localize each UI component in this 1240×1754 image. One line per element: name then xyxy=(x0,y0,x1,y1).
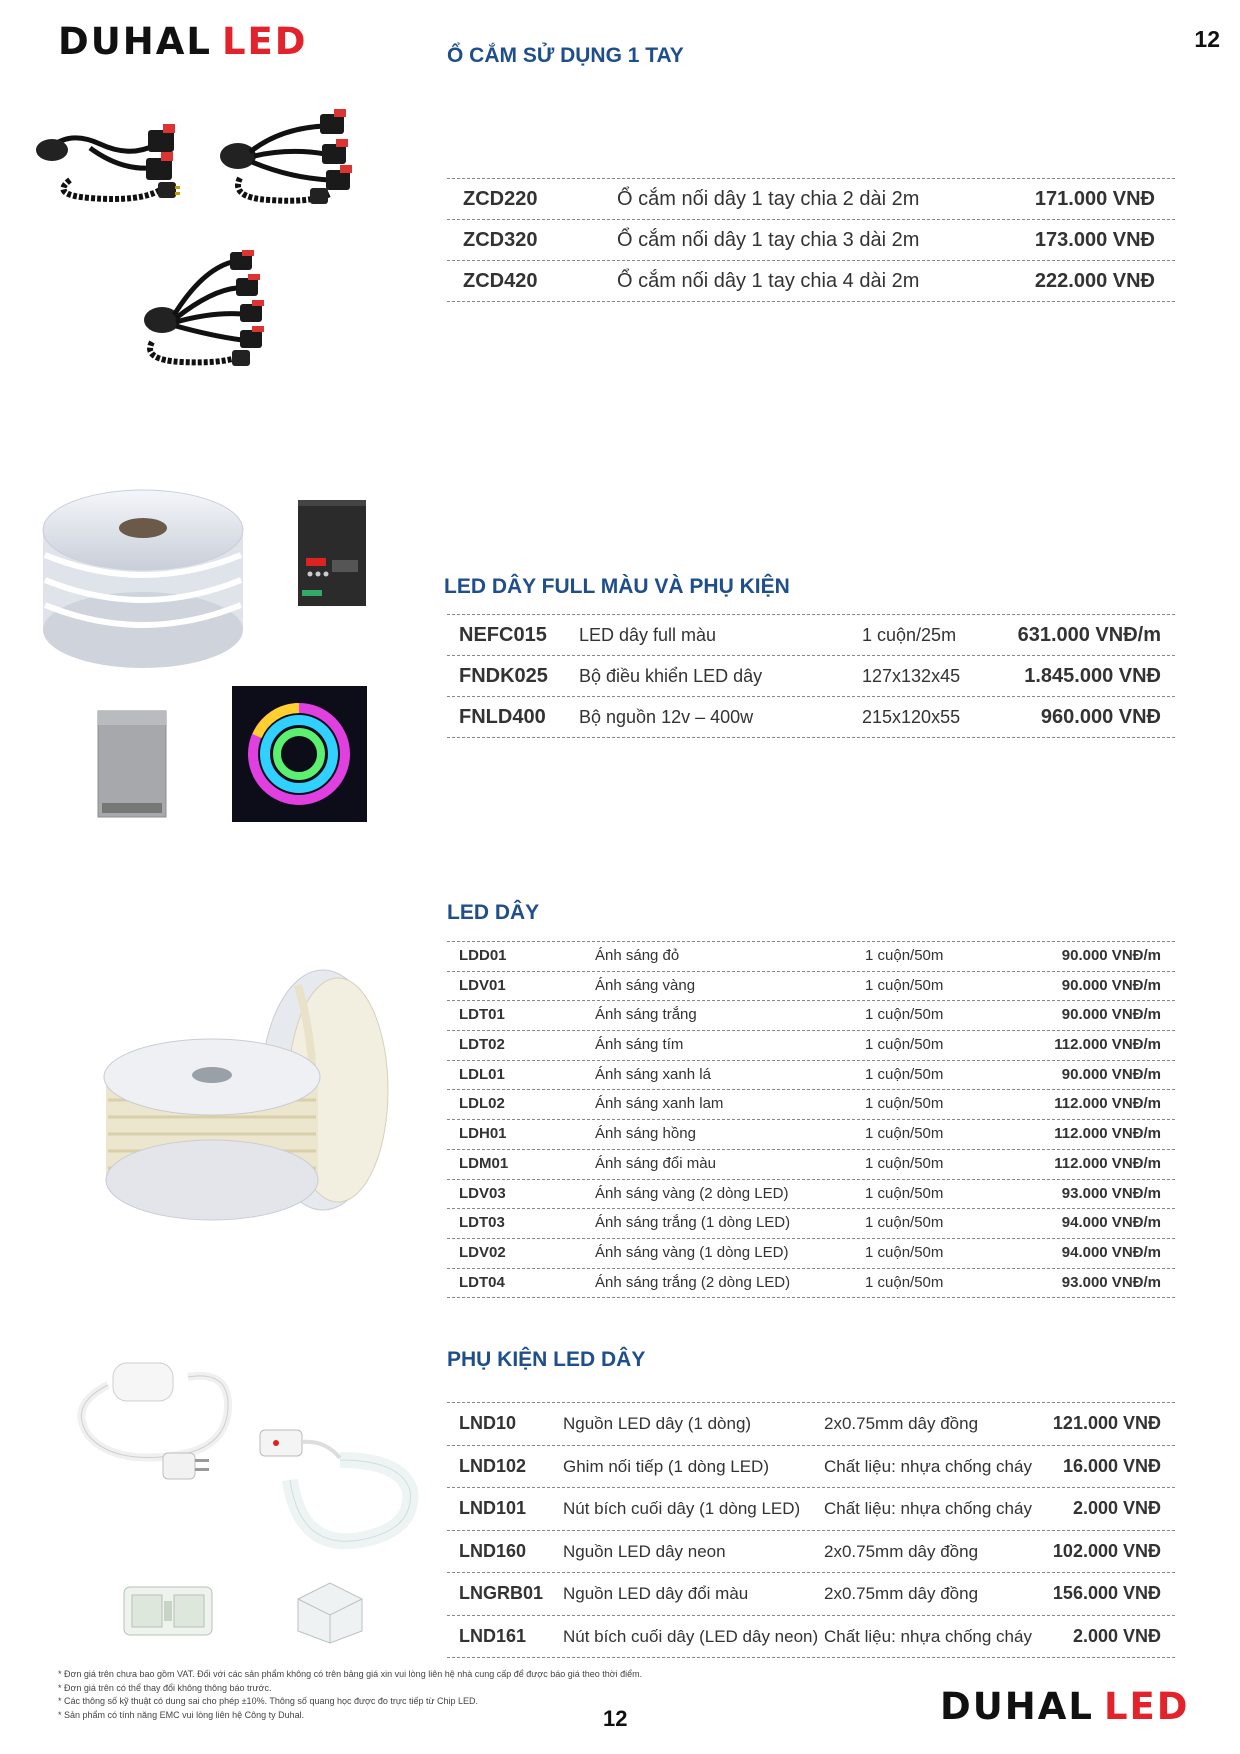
product-code: ZCD220 xyxy=(463,188,538,210)
product-code: LDM01 xyxy=(459,1154,509,1172)
product-code: FNDK025 xyxy=(459,665,548,687)
table-row xyxy=(447,1209,1175,1239)
product-code: ZCD320 xyxy=(463,229,538,251)
product-spec: 1 cuộn/25m xyxy=(862,625,957,645)
table-sockets xyxy=(447,178,1175,302)
footnote: * Đơn giá trên có thể thay đổi không thông báo trước. xyxy=(58,1682,272,1693)
product-code: LNGRB01 xyxy=(459,1583,544,1603)
footnote: * Các thông số kỹ thuật có dung sai cho phép ±10%. Thông số quang học được đo trực tiếp từ Chip LED. xyxy=(58,1696,478,1706)
product-price: 16.000 VNĐ xyxy=(1062,1455,1161,1476)
product-spec: 1 cuộn/50m xyxy=(865,947,944,964)
page-number-top: 12 xyxy=(1194,26,1220,52)
brand-logo-top: DUHAL LED xyxy=(58,20,308,63)
product-price: 173.000 VNĐ xyxy=(1034,229,1155,251)
product-desc: Ánh sáng đỏ xyxy=(595,947,680,964)
product-desc: Ánh sáng xanh lá xyxy=(595,1065,711,1083)
product-desc: Ghim nối tiếp (1 dòng LED) xyxy=(563,1456,769,1476)
rgb-neon-led-image xyxy=(232,686,367,822)
product-price: 2.000 VNĐ xyxy=(1072,1625,1161,1646)
product-desc: Ánh sáng đổi màu xyxy=(595,1154,716,1172)
product-code: LND161 xyxy=(459,1625,527,1646)
table-row xyxy=(447,1061,1175,1091)
table-row xyxy=(447,656,1175,697)
product-code: LDT02 xyxy=(459,1036,505,1054)
product-price: 631.000 VNĐ/m xyxy=(1017,624,1161,646)
socket-4way-image xyxy=(132,250,282,375)
product-desc: Nút bích cuối dây (1 dòng LED) xyxy=(563,1499,801,1518)
product-price: 112.000 VNĐ/m xyxy=(1054,1036,1161,1054)
table-row xyxy=(447,261,1175,302)
table-row xyxy=(447,1150,1175,1180)
product-price: 156.000 VNĐ xyxy=(1052,1583,1161,1603)
table-row xyxy=(447,1531,1175,1574)
brand-logo-bottom: DUHAL LED xyxy=(940,1685,1190,1728)
product-code: NEFC015 xyxy=(459,624,547,646)
product-desc: LED dây full màu xyxy=(579,625,717,645)
product-code: LDL02 xyxy=(459,1095,505,1113)
product-code: FNLD400 xyxy=(459,706,546,728)
product-desc: Ánh sáng vàng (1 dòng LED) xyxy=(595,1243,789,1261)
table-row xyxy=(447,179,1175,220)
product-code: LDT03 xyxy=(459,1214,505,1232)
product-desc: Ánh sáng xanh lam xyxy=(595,1095,724,1113)
product-price: 90.000 VNĐ/m xyxy=(1061,947,1161,964)
product-spec: 215x120x55 xyxy=(862,707,961,727)
section-title-accessories: PHỤ KIỆN LED DÂY xyxy=(447,1348,646,1371)
table-row xyxy=(447,1090,1175,1120)
table-row xyxy=(447,1001,1175,1031)
product-price: 93.000 VNĐ/m xyxy=(1061,1184,1161,1202)
product-price: 90.000 VNĐ/m xyxy=(1061,1065,1161,1083)
table-led-strip xyxy=(447,941,1175,1298)
product-spec: 1 cuộn/50m xyxy=(865,1095,944,1113)
product-price: 222.000 VNĐ xyxy=(1034,270,1155,292)
product-price: 93.000 VNĐ/m xyxy=(1061,1273,1161,1291)
product-code: LND101 xyxy=(459,1498,527,1518)
product-desc: Ánh sáng hồng xyxy=(595,1125,696,1143)
product-price: 121.000 VNĐ xyxy=(1052,1413,1161,1433)
table-row xyxy=(447,1180,1175,1210)
table-row xyxy=(447,1573,1175,1616)
product-desc: Nguồn LED dây đổi màu xyxy=(563,1584,749,1603)
product-code: LND10 xyxy=(459,1413,517,1433)
product-spec: 1 cuộn/50m xyxy=(865,1065,944,1083)
product-price: 960.000 VNĐ xyxy=(1040,706,1161,728)
footnote: * Sản phẩm có tính năng EMC vui lòng liên hệ Công ty Duhal. xyxy=(58,1709,305,1720)
product-spec: 1 cuộn/50m xyxy=(865,1184,944,1202)
socket-3way-image xyxy=(210,108,365,218)
product-spec: 1 cuộn/50m xyxy=(865,1125,944,1143)
table-row xyxy=(447,615,1175,656)
product-desc: Ánh sáng tím xyxy=(595,1036,684,1054)
product-desc: Ổ cắm nối dây 1 tay chia 3 dài 2m xyxy=(617,229,920,251)
page-number-bottom: 12 xyxy=(603,1706,628,1731)
product-price: 94.000 VNĐ/m xyxy=(1061,1214,1161,1232)
product-spec: 2x0.75mm dây đồng xyxy=(824,1414,979,1433)
product-desc: Nút bích cuối dây (LED dây neon) xyxy=(563,1626,819,1646)
socket-2way-image xyxy=(30,110,180,215)
controller-box-image xyxy=(296,500,368,610)
strip-connector-clip-image xyxy=(118,1575,218,1650)
product-desc: Ổ cắm nối dây 1 tay chia 2 dài 2m xyxy=(617,188,920,210)
product-desc: Ánh sáng trắng (2 dòng LED) xyxy=(595,1273,791,1291)
product-desc: Nguồn LED dây neon xyxy=(563,1541,726,1561)
product-code: LND102 xyxy=(459,1455,527,1476)
product-spec: 2x0.75mm dây đồng xyxy=(824,1584,979,1603)
table-row xyxy=(447,1269,1175,1299)
product-spec: 1 cuộn/50m xyxy=(865,1036,944,1054)
product-spec: Chất liệu: nhựa chống cháy xyxy=(824,1626,1032,1646)
table-row xyxy=(447,697,1175,738)
product-code: LDT04 xyxy=(459,1273,505,1291)
product-code: LDT01 xyxy=(459,1006,505,1024)
product-spec: 1 cuộn/50m xyxy=(865,1273,944,1291)
product-code: LND160 xyxy=(459,1540,527,1561)
product-spec: Chất liệu: nhựa chống cháy xyxy=(824,1456,1032,1476)
table-row xyxy=(447,1031,1175,1061)
table-row xyxy=(447,1403,1175,1446)
full-color-led-reel-image xyxy=(35,485,250,670)
product-price: 171.000 VNĐ xyxy=(1034,188,1155,210)
product-spec: 1 cuộn/50m xyxy=(865,976,944,994)
product-price: 1.845.000 VNĐ xyxy=(1024,665,1161,687)
product-code: LDV03 xyxy=(459,1184,506,1202)
table-row xyxy=(447,942,1175,972)
product-price: 112.000 VNĐ/m xyxy=(1054,1125,1161,1143)
product-price: 90.000 VNĐ/m xyxy=(1061,1006,1161,1024)
table-row xyxy=(447,1446,1175,1489)
footnotes xyxy=(58,1668,642,1722)
table-row xyxy=(447,972,1175,1002)
table-full-color xyxy=(447,614,1175,738)
product-code: LDV02 xyxy=(459,1243,506,1261)
footnote: * Đơn giá trên chưa bao gồm VAT. Đối với các sản phẩm không có trên bảng giá xin vui lòng liên hệ nhà cung cấp để được báo giá theo thời điểm. xyxy=(58,1669,643,1679)
section-title-full-color: LED DÂY FULL MÀU VÀ PHỤ KIỆN xyxy=(444,575,790,598)
table-row xyxy=(447,1120,1175,1150)
product-spec: 127x132x45 xyxy=(862,666,961,686)
section-title-sockets: Ổ CẮM SỬ DỤNG 1 TAY xyxy=(447,44,684,67)
table-row xyxy=(447,1616,1175,1659)
product-spec: 2x0.75mm dây đồng xyxy=(824,1541,979,1561)
table-row xyxy=(447,1488,1175,1531)
product-price: 112.000 VNĐ/m xyxy=(1054,1154,1161,1172)
product-code: LDL01 xyxy=(459,1065,505,1083)
led-power-cord-image xyxy=(68,1355,243,1485)
product-code: ZCD420 xyxy=(463,270,538,292)
product-price: 102.000 VNĐ xyxy=(1052,1540,1161,1561)
table-row xyxy=(447,220,1175,261)
product-desc: Ánh sáng trắng xyxy=(595,1006,697,1024)
product-desc: Nguồn LED dây (1 dòng) xyxy=(563,1414,752,1433)
product-desc: Bộ nguồn 12v – 400w xyxy=(579,707,754,727)
product-desc: Ổ cắm nối dây 1 tay chia 4 dài 2m xyxy=(617,270,920,292)
power-supply-image xyxy=(94,707,169,822)
product-desc: Ánh sáng trắng (1 dòng LED) xyxy=(595,1214,791,1232)
neon-power-cord-image xyxy=(240,1420,425,1560)
product-code: LDV01 xyxy=(459,976,506,994)
end-cap-image xyxy=(290,1575,370,1647)
led-strip-reels-image xyxy=(98,965,408,1235)
table-row xyxy=(447,1239,1175,1269)
product-price: 2.000 VNĐ xyxy=(1072,1498,1161,1518)
section-title-led-strip: LED DÂY xyxy=(447,901,540,924)
product-spec: 1 cuộn/50m xyxy=(865,1154,944,1172)
product-code: LDH01 xyxy=(459,1125,507,1143)
product-spec: 1 cuộn/50m xyxy=(865,1214,944,1232)
product-spec: 1 cuộn/50m xyxy=(865,1006,944,1024)
product-spec: 1 cuộn/50m xyxy=(865,1243,944,1261)
product-spec: Chất liệu: nhựa chống cháy xyxy=(824,1499,1032,1518)
product-desc: Ánh sáng vàng (2 dòng LED) xyxy=(595,1184,789,1202)
product-price: 112.000 VNĐ/m xyxy=(1054,1095,1161,1113)
product-desc: Bộ điều khiển LED dây xyxy=(579,666,763,686)
product-price: 94.000 VNĐ/m xyxy=(1061,1243,1161,1261)
product-code: LDD01 xyxy=(459,947,507,964)
product-desc: Ánh sáng vàng xyxy=(595,976,696,994)
table-accessories xyxy=(447,1402,1175,1658)
product-price: 90.000 VNĐ/m xyxy=(1061,976,1161,994)
